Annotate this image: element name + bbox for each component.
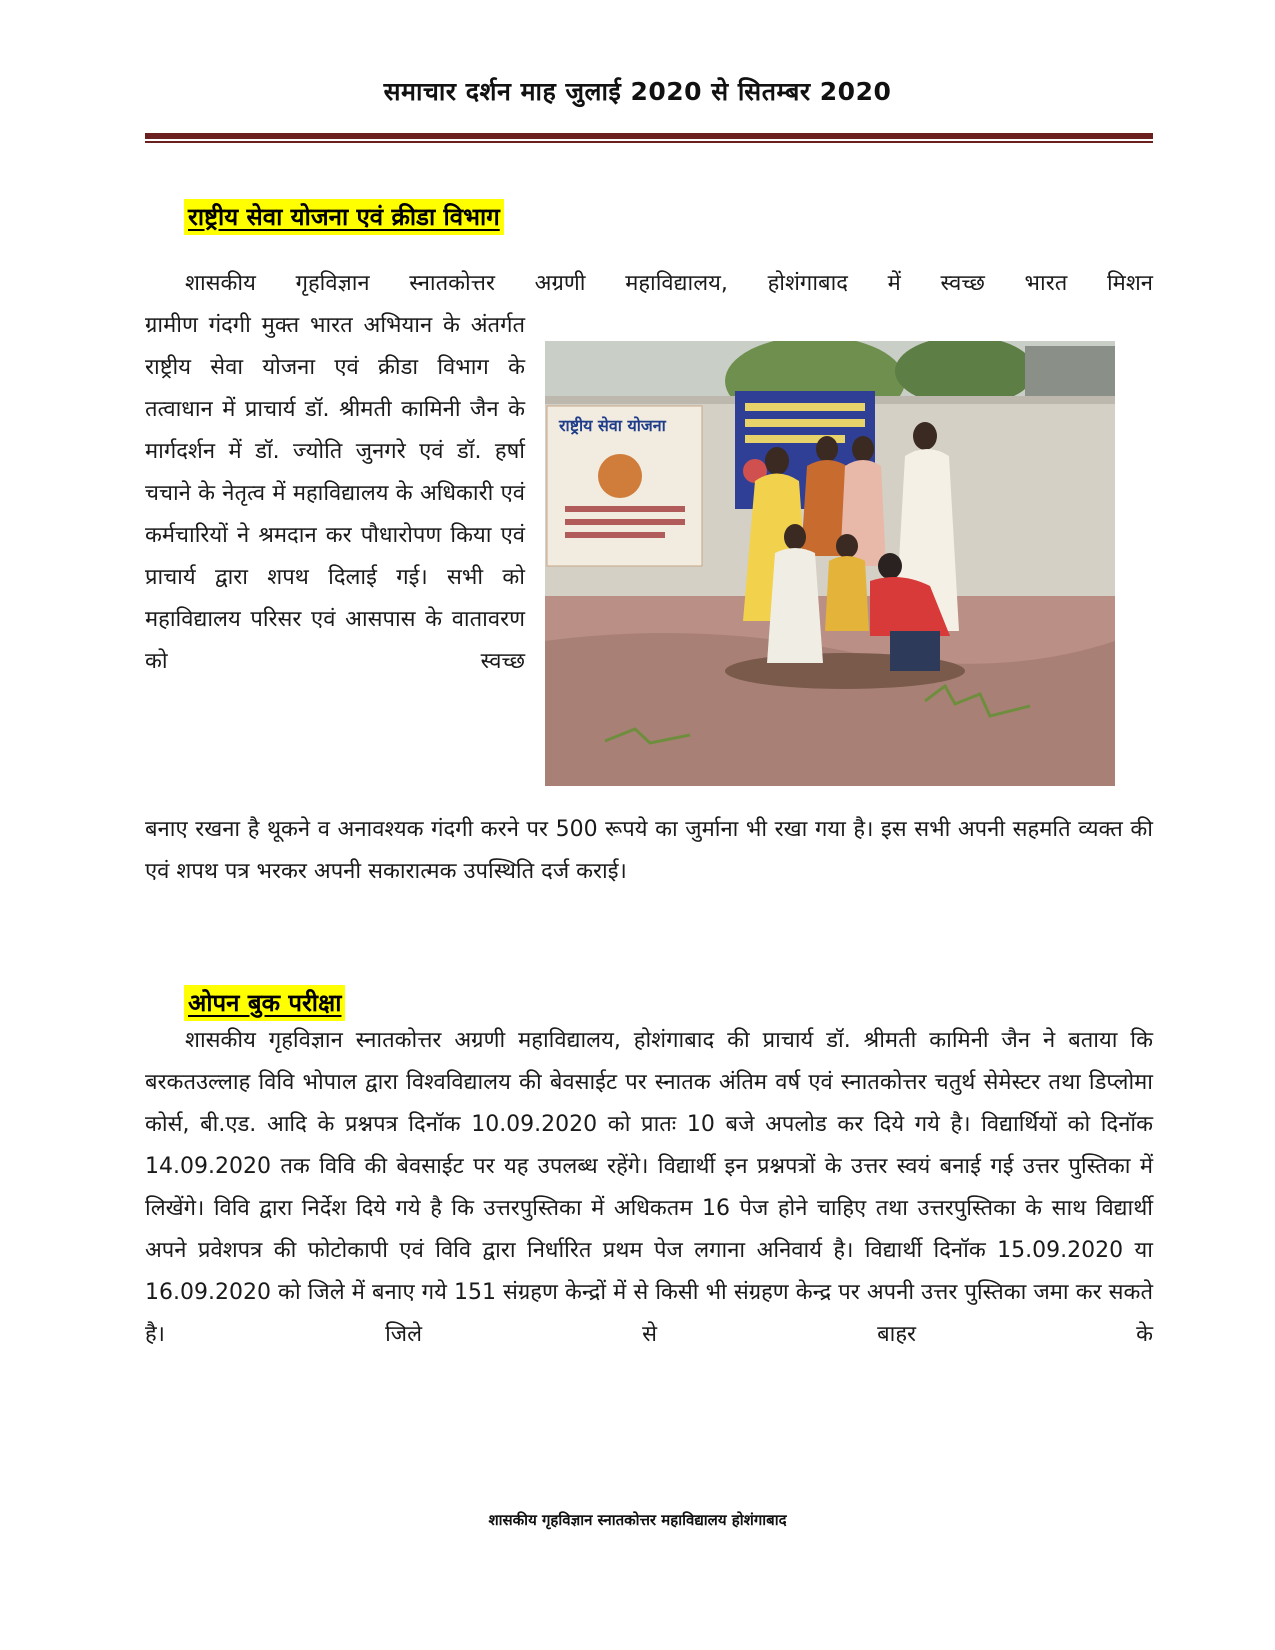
banner-left-title: राष्ट्रीय सेवा योजना xyxy=(559,416,666,435)
section-heading-nss: राष्ट्रीय सेवा योजना एवं क्रीडा विभाग xyxy=(184,199,504,235)
section-heading-open-book-exam: ओपन बुक परीक्षा xyxy=(184,985,345,1021)
header-rule-thin xyxy=(145,141,1153,143)
nss-paragraph-left-column: ग्रामीण गंदगी मुक्त भारत अभियान के अंतर्गत राष्ट्रीय सेवा योजना एवं क्रीडा विभाग के तत्वाधान में प्राचार्य डॉ. श्रीमती कामिनी जैन के मार्गदर्शन में डॉ. ज्योति जुनगरे एवं डॉ. हर्षा चचाने के नेतृत्व में महाविद्यालय के अधिकारी एवं कर्मचारियों ने श्रमदान कर पौधारोपण किया एवं प्राचार्य द्वारा शपथ दिलाई गई। सभी को महाविद्यालय परिसर एवं आसपास के वातावरण को स्वच्छ xyxy=(145,313,525,674)
nss-paragraph-first-line: शासकीय गृहविज्ञान स्नातकोत्तर अग्रणी महाविद्यालय, होशंगाबाद में स्वच्छ भारत मिशन xyxy=(185,271,1153,296)
open-book-exam-paragraph: शासकीय गृहविज्ञान स्नातकोत्तर अग्रणी महाविद्यालय, होशंगाबाद की प्राचार्य डॉ. श्रीमती कामिनी जैन ने बताया कि बरकतउल्लाह विवि भोपाल द्वारा विश्वविद्यालय की बेवसाईट पर स्नातक अंतिम वर्ष एवं स्नातकोत्तर चतुर्थ सेमेस्टर तथा डिप्लोमा कोर्स, बी.एड. आदि के प्रश्नपत्र दिनॉक 10.09.2020 को प्रातः 10 बजे अपलोड कर दिये गये है। विद्यार्थियों को दिनॉक 14.09.2020 तक विवि की बेवसाईट पर यह उपलब्ध रहेंगे। विद्यार्थी इन प्रश्नपत्रों के उत्तर स्वयं बनाई गई उत्तर पुस्तिका में लिखेंगे। विवि द्वारा निर्देश दिये गये है कि उत्तरपुस्तिका में अधिकतम 16 पेज होने चाहिए तथा उत्तरपुस्तिका के साथ विद्यार्थी अपने प्रवेशपत्र की फोटोकापी एवं विवि द्वारा निर्धारित प्रथम पेज लगाना अनिवार्य है। विद्यार्थी दिनॉक 15.09.2020 या 16.09.2020 को जिले में बनाए गये 151 संग्रहण केन्द्रों में से किसी भी संग्रहण केन्द्र पर अपनी उत्तर पुस्तिका जमा कर सकते है। जिले से बाहर के xyxy=(145,1028,1153,1347)
nss-paragraph-after-photo: बनाए रखना है थूकने व अनावश्यक गंदगी करने पर 500 रूपये का जुर्माना भी रखा गया है। इस सभी अपनी सहमति व्यक्त की एवं शपथ पत्र भरकर अपनी सकारात्मक उपस्थिति दर्ज कराई। xyxy=(145,817,1153,884)
page-title: समाचार दर्शन माह जुलाई 2020 से सितम्बर 2020 xyxy=(383,77,892,106)
plantation-photo xyxy=(545,341,1115,786)
page-footer: शासकीय गृहविज्ञान स्नातकोत्तर महाविद्यालय होशंगाबाद xyxy=(488,1511,787,1529)
header-rule-thick xyxy=(145,133,1153,139)
